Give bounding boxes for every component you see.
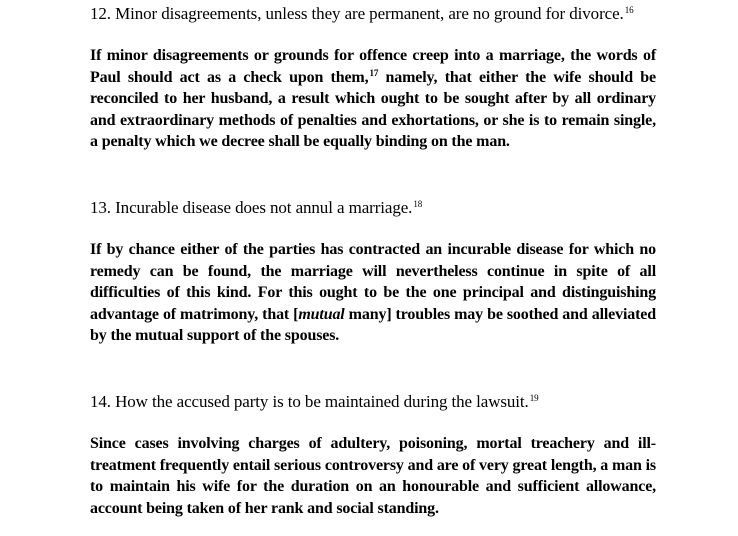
section-heading	[90, 392, 539, 412]
paragraph-text: namely, that either the wife should be reconciled to her husband, a result which ought to be sought after by all ordinary and extraordinary methods of penalties and exhortations, or she is to remain single, a penalty which we decree shall be equally binding on the man.	[90, 68, 656, 150]
section-paragraph	[90, 239, 656, 347]
paragraph-text: If by chance either of the parties has contracted an incurable disease for which no remedy can be found, the marriage will nevertheless continue in spite of all difficulties of this kind. For this ought to be the one principal and distinguishing advantage of matrimony, that [	[90, 241, 656, 323]
section-paragraph	[90, 45, 656, 153]
footnote-ref: 16	[624, 5, 634, 15]
section-number: 12.	[90, 4, 111, 23]
section-title: How the accused party is to be maintained during the lawsuit.	[115, 392, 529, 411]
footnote-ref: 17	[369, 67, 379, 78]
bold-word: many	[348, 305, 387, 323]
paragraph-text: ] troubles may be soothed and alleviated by the mutual support of the spouses.	[90, 305, 656, 344]
italic-word: mutual	[298, 305, 345, 323]
section-number: 14.	[90, 392, 111, 411]
footnote-ref: 19	[529, 393, 539, 403]
section-title: Incurable disease does not annul a marriage.	[115, 198, 413, 217]
section-heading	[90, 198, 422, 218]
section-heading	[90, 4, 634, 24]
paragraph-text: If minor disagreements or grounds for offence creep into a marriage, the words of Paul should act as a check upon them,	[90, 47, 656, 86]
paragraph-text: Since cases involving charges of adultery, poisoning, mortal treachery and ill-treatment frequently entail serious controversy and are of very great length, a man is to maintain his wife for the duration on an honourable and sufficient allowance, account being taken of her rank and social standing.	[90, 435, 656, 517]
section-number: 13.	[90, 198, 111, 217]
footnote-ref: 18	[413, 199, 423, 209]
section-title: Minor disagreements, unless they are permanent, are no ground for divorce.	[115, 4, 624, 23]
section-paragraph	[90, 433, 656, 519]
